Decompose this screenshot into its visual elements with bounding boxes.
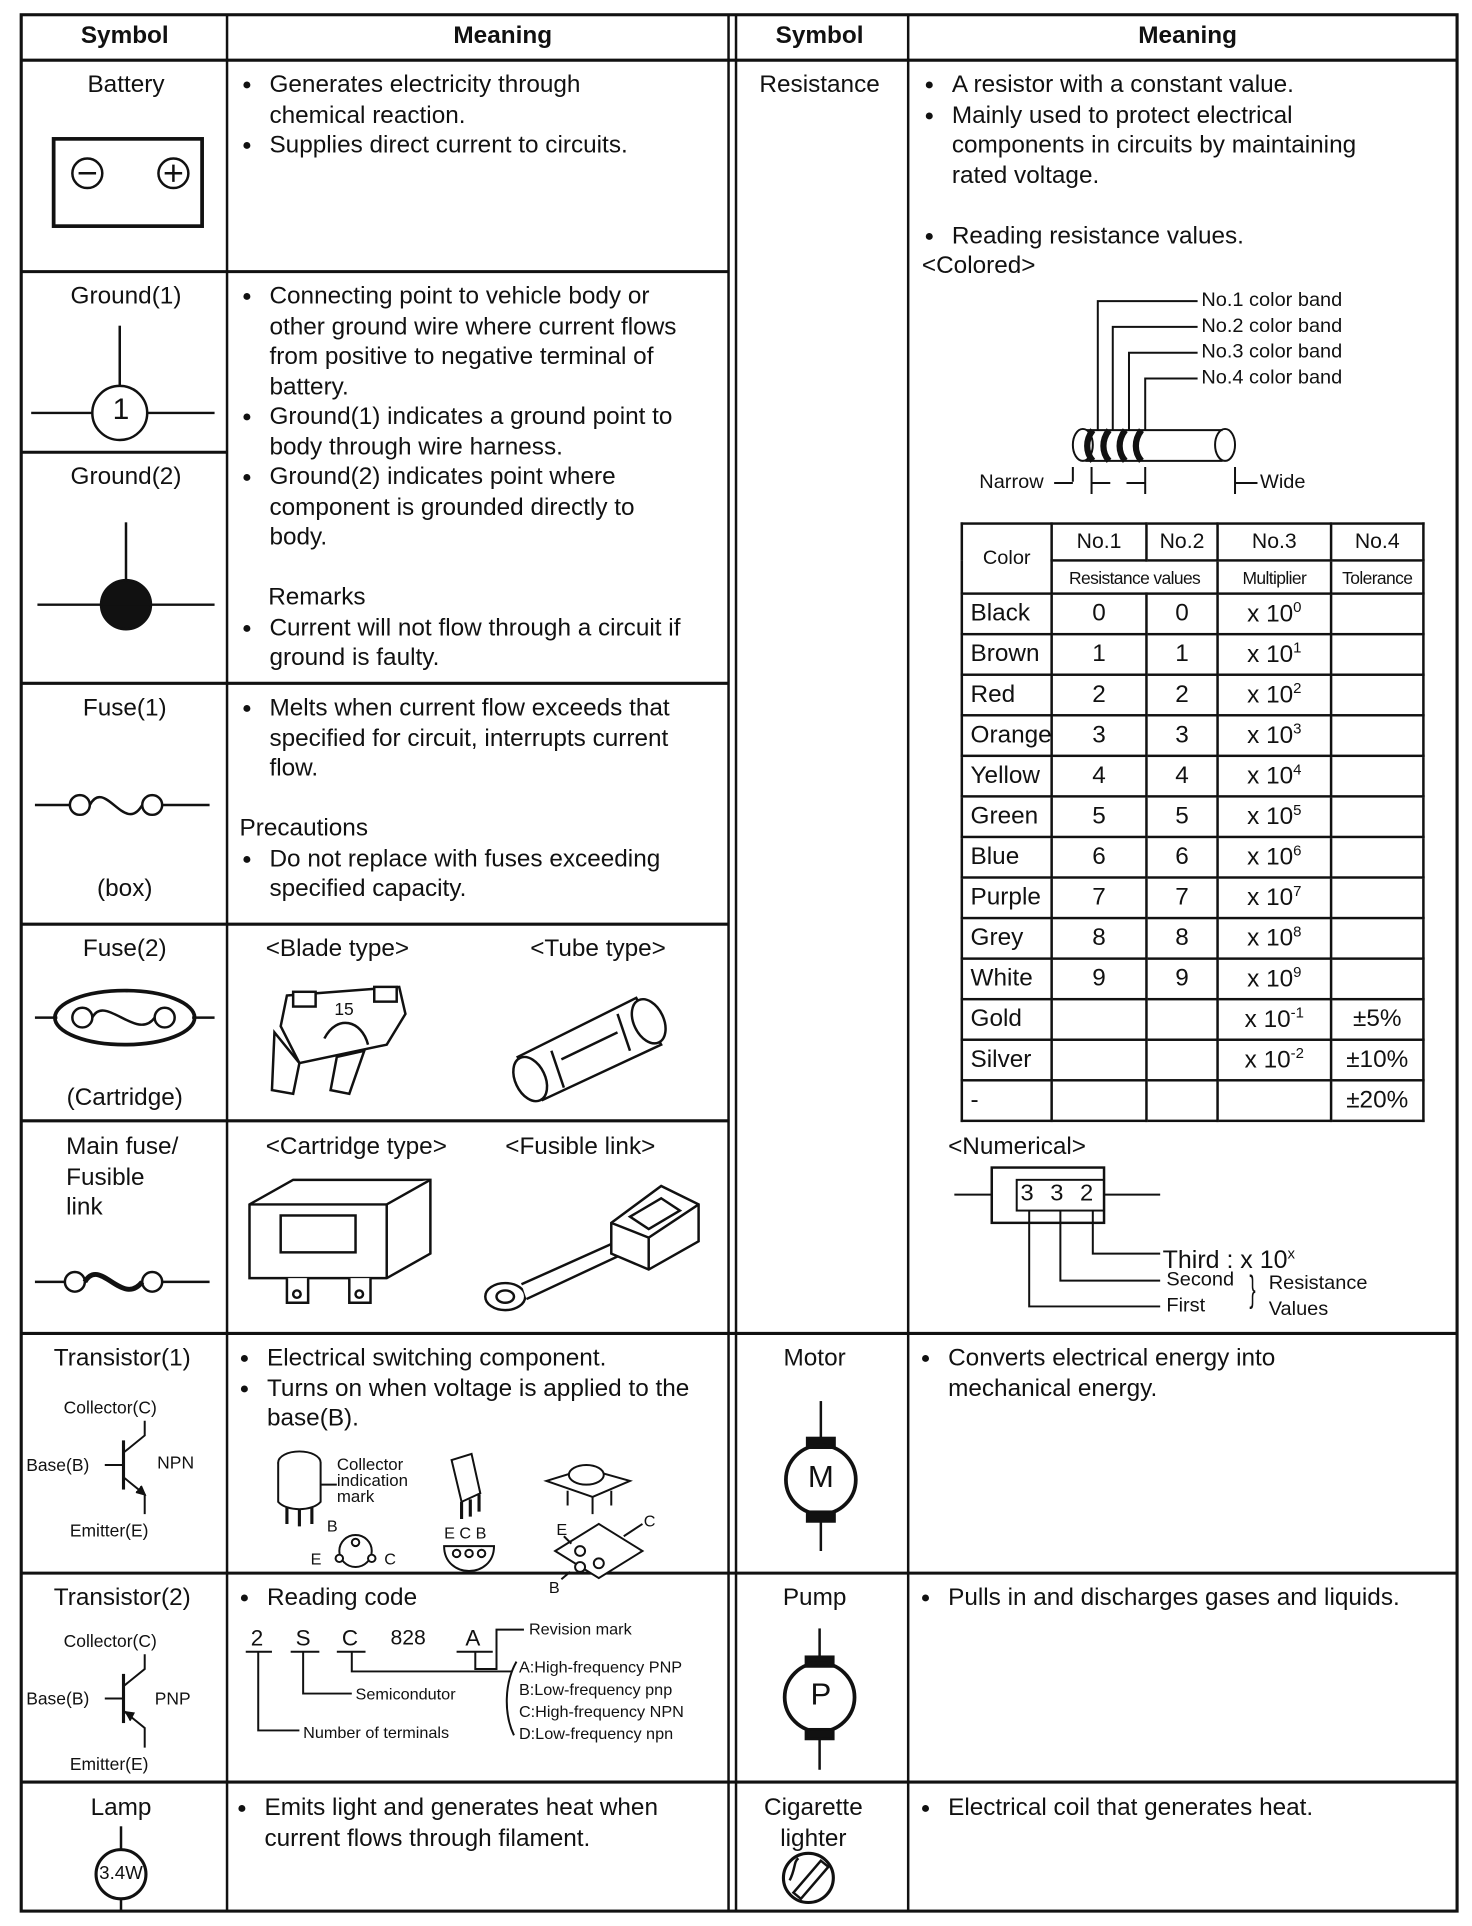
cartridge-type-label: <Cartridge type>: [265, 1133, 447, 1161]
lamp-label: Lamp: [90, 1794, 152, 1822]
transistor1-base-label: Base(B): [26, 1455, 90, 1475]
bullet-item: ● Do not replace with fuses exceeding specified capacity.: [242, 844, 661, 903]
bullet-item: ● Electrical switching component.: [239, 1344, 607, 1372]
bullet-icon: ●: [237, 1798, 247, 1817]
col-no3-header: No.3: [1218, 524, 1332, 561]
revision-mark-label: Revision mark: [528, 1619, 632, 1639]
no1-value-cell: 6: [1052, 837, 1147, 878]
color-name-cell: Gold: [962, 999, 1052, 1040]
color-name-cell: Silver: [962, 1040, 1052, 1081]
transistor1-type: NPN: [157, 1452, 195, 1473]
brace-icon: }: [1249, 1269, 1256, 1311]
multiplier-base: x 10: [1247, 681, 1294, 709]
cigarette-lighter-label: Cigarette lighter: [764, 1794, 863, 1852]
band-label-4: No.4 color band: [1201, 367, 1343, 389]
terminals-label: Number of terminals: [303, 1723, 450, 1742]
header-symbol-right: Symbol: [775, 22, 864, 50]
multiplier-base: x 10: [1247, 803, 1294, 831]
multiplier-base: x 10: [1247, 641, 1294, 669]
no2-value-cell: 6: [1146, 837, 1217, 878]
bullet-icon: ●: [242, 617, 252, 637]
bullet-item: ● Reading code: [239, 1584, 418, 1612]
bullet-icon: ●: [239, 1378, 250, 1397]
no2-value-cell: 5: [1146, 796, 1217, 837]
tolerance-cell: ±5%: [1331, 999, 1423, 1040]
third-label: Third : x 10$^x$: [1162, 1244, 1295, 1275]
wide-label: Wide: [1259, 471, 1306, 493]
color-name-cell: Grey: [962, 918, 1052, 959]
bullet-item: ● Mainly used to protect electrical components in circuits by maintaining rated voltage.: [924, 101, 1357, 189]
multiplier-base: x 10: [1247, 925, 1294, 953]
band-label-1: No.1 color band: [1201, 290, 1343, 311]
no2-value-cell: 3: [1146, 715, 1217, 756]
motor-letter: M: [807, 1460, 834, 1495]
bullet-item: ● Ground(1) indicates a ground point to body through wire harness.: [242, 403, 673, 461]
main-fuse-label: Main fuse/ Fusible link: [66, 1133, 179, 1221]
multiplier-exponent: 5: [1293, 801, 1302, 819]
col-no2-header: No.2: [1146, 524, 1217, 561]
no2-value-cell: 4: [1146, 756, 1217, 797]
fuse1-sublabel: (box): [97, 875, 153, 903]
ground2-label: Ground(2): [70, 463, 182, 491]
bullet-item: ● Pulls in and discharges gases and liquids.: [920, 1584, 1400, 1612]
no1-value-cell: 0: [1052, 594, 1147, 635]
tolerance-cell: ±10%: [1331, 1040, 1423, 1081]
multiplier-exponent: 4: [1293, 761, 1302, 779]
code-char: S: [295, 1625, 311, 1651]
bullet-icon: ●: [920, 1587, 931, 1607]
multiplier-exponent: 7: [1293, 882, 1302, 900]
color-name-cell: Green: [962, 796, 1052, 837]
pin-c-label: C: [384, 1549, 396, 1569]
transistor1-label: Transistor(1): [53, 1344, 191, 1372]
ground1-number: 1: [112, 393, 130, 427]
bullet-icon: ●: [924, 225, 935, 244]
multiplier-exponent: -2: [1290, 1044, 1304, 1063]
multiplier-exponent: 2: [1293, 679, 1302, 698]
bullet-icon: ●: [924, 105, 935, 124]
bullet-icon: ●: [924, 74, 935, 94]
fusible-link-label: <Fusible link>: [505, 1133, 656, 1161]
bullet-item: ● Reading resistance values.: [924, 221, 1244, 249]
transistor2-collector-label: Collector(C): [63, 1630, 157, 1651]
code-char: C: [341, 1625, 359, 1651]
motor-label: Motor: [783, 1344, 846, 1372]
code-char: 828: [390, 1625, 426, 1650]
band-label-3: No.3 color band: [1201, 341, 1343, 363]
color-name-cell: Black: [962, 594, 1052, 635]
band-label-2: No.2 color band: [1201, 315, 1343, 337]
no1-value-cell: 9: [1052, 959, 1147, 1000]
bullet-icon: ●: [242, 286, 252, 305]
multiplier-exponent: 0: [1293, 598, 1302, 617]
resistance-values-label: Resistance Values: [1268, 1273, 1368, 1320]
no1-value-cell: 8: [1052, 918, 1147, 959]
multiplier-base: x 10: [1247, 844, 1294, 872]
bullet-item: ● Converts electrical energy into mechanical energy.: [920, 1344, 1276, 1402]
multiplier-base: x 10: [1244, 1046, 1291, 1074]
pin-e-label: E: [310, 1549, 322, 1569]
bullet-icon: ●: [242, 848, 252, 868]
sub-resistance-header: Resistance values: [1052, 560, 1218, 593]
color-name-cell: Red: [962, 675, 1052, 716]
fuse1-label: Fuse(1): [82, 694, 167, 722]
transistor2-emitter-label: Emitter(E): [69, 1753, 149, 1774]
multiplier-base: x 10: [1247, 965, 1294, 993]
bullet-icon: ●: [920, 1348, 931, 1367]
ground1-label: Ground(1): [70, 282, 182, 310]
multiplier-exponent: 6: [1293, 842, 1302, 860]
fuse2-sublabel: (Cartridge): [66, 1083, 183, 1112]
cigarette-meaning: [918, 1793, 1442, 1823]
fuse2-label: Fuse(2): [82, 935, 167, 963]
col-no1-header: No.1: [1052, 524, 1147, 561]
bullet-item: ● Melts when current flow exceeds that specified for circuit, interrupts current flow.: [242, 694, 670, 782]
code-char: A: [465, 1625, 481, 1651]
bullet-item: ● Electrical coil that generates heat.: [920, 1794, 1314, 1822]
lamp-rating: 3.4W: [99, 1863, 143, 1885]
no2-value-cell: 2: [1146, 675, 1217, 716]
pkg-pin-c-label: C: [643, 1511, 656, 1531]
tube-type-label: <Tube type>: [530, 935, 666, 963]
bullet-icon: ●: [242, 698, 252, 717]
color-name-cell: Purple: [962, 878, 1052, 919]
color-name-cell: Brown: [962, 634, 1052, 675]
blade-type-label: <Blade type>: [265, 935, 410, 963]
first-label: First: [1166, 1295, 1206, 1317]
bullet-icon: ●: [239, 1587, 250, 1607]
bullet-icon: ●: [920, 1798, 931, 1817]
resistance-label: Resistance: [759, 71, 880, 99]
collector-indication-mark-label: Collector indication mark: [336, 1455, 408, 1506]
multiplier-exponent: 1: [1293, 639, 1302, 657]
bullet-item: ● Emits light and generates heat when current flows through filament.: [237, 1794, 658, 1852]
multiplier-base: x 10: [1247, 600, 1294, 628]
colored-title: <Colored>: [921, 251, 1036, 279]
no1-value-cell: 3: [1052, 715, 1147, 756]
tolerance-cell: ±20%: [1331, 1080, 1423, 1121]
header-meaning-left: Meaning: [453, 22, 553, 50]
bullet-item: ● A resistor with a constant value.: [924, 71, 1294, 99]
bullet-item: ● Supplies direct current to circuits.: [242, 131, 628, 159]
multiplier-base: x 10: [1244, 1006, 1291, 1034]
numerical-title: <Numerical>: [948, 1133, 1087, 1161]
multiplier-base: x 10: [1247, 722, 1294, 750]
multiplier-exponent: 8: [1293, 923, 1302, 941]
narrow-label: Narrow: [979, 471, 1044, 493]
remarks-title: Remarks: [268, 583, 366, 611]
no2-value-cell: 9: [1146, 959, 1217, 1000]
pkg-pin-e-label: E: [556, 1520, 568, 1539]
pin-b-label: B: [326, 1516, 338, 1536]
color-name-cell: Orange: [962, 715, 1052, 756]
no1-value-cell: 1: [1052, 634, 1147, 675]
header-meaning-right: Meaning: [1138, 22, 1237, 50]
no2-value-cell: 0: [1146, 594, 1217, 635]
pin-ecb-label: E C B: [444, 1523, 487, 1543]
bullet-icon: ●: [242, 135, 252, 154]
sub-multiplier-header: Multiplier: [1218, 560, 1332, 593]
no2-value-cell: 1: [1146, 634, 1217, 675]
no1-value-cell: 2: [1052, 675, 1147, 716]
multiplier-exponent: -1: [1290, 1004, 1304, 1022]
pkg-pin-b-label: B: [548, 1578, 560, 1597]
bullet-icon: ●: [239, 1348, 250, 1367]
transistor2-base-label: Base(B): [26, 1688, 90, 1709]
color-name-cell: -: [962, 1080, 1052, 1121]
bullet-item: ● Turns on when voltage is applied to the base(B).: [239, 1374, 690, 1432]
multiplier-exponent: 9: [1293, 963, 1302, 982]
bullet-item: ● Current will not flow through a circuit if ground is faulty.: [242, 613, 681, 672]
transistor1-collector-label: Collector(C): [63, 1397, 157, 1418]
no2-value-cell: 8: [1146, 918, 1217, 959]
bullet-icon: ●: [242, 467, 252, 486]
blade-fuse-rating: 15: [334, 999, 354, 1019]
sub-tolerance-header: Tolerance: [1331, 560, 1423, 593]
bullet-icon: ●: [242, 74, 252, 94]
no1-value-cell: 4: [1052, 756, 1147, 797]
no2-value-cell: 7: [1146, 878, 1217, 919]
pump-label: Pump: [782, 1584, 847, 1612]
transistor2-label: Transistor(2): [53, 1584, 191, 1612]
bullet-item: ● Generates electricity through chemical reaction.: [242, 71, 581, 129]
transistor2-type: PNP: [154, 1688, 191, 1709]
color-name-cell: Blue: [962, 837, 1052, 878]
code-char: 2: [250, 1625, 264, 1651]
color-name-cell: Yellow: [962, 756, 1052, 797]
header-symbol-left: Symbol: [80, 22, 169, 50]
pump-letter: P: [810, 1677, 832, 1712]
second-label: Second: [1166, 1269, 1235, 1291]
col-no4-header: No.4: [1331, 524, 1423, 561]
no1-value-cell: 7: [1052, 878, 1147, 919]
semiconductor-label: Semicondutor: [355, 1684, 456, 1704]
precautions-title: Precautions: [239, 814, 368, 842]
bullet-item: ● Ground(2) indicates point where component is grounded directly to body.: [242, 463, 635, 551]
battery-label: Battery: [87, 71, 165, 99]
multiplier-base: x 10: [1247, 884, 1294, 912]
bullet-item: ● Connecting point to vehicle body or other ground wire where current flows from positive to negative terminal of battery.: [242, 282, 677, 401]
transistor-types-list: A:High-frequency PNP B:Low-frequency pnp C:High-frequency NPN D:Low-frequency npn: [518, 1657, 684, 1743]
col-color-header: Color: [962, 524, 1052, 594]
multiplier-exponent: 3: [1293, 720, 1302, 738]
multiplier-base: x 10: [1247, 762, 1294, 790]
transistor1-emitter-label: Emitter(E): [69, 1520, 149, 1540]
no1-value-cell: 5: [1052, 796, 1147, 837]
bullet-icon: ●: [242, 406, 252, 426]
numerical-digits: 3 3 2: [1020, 1181, 1099, 1207]
color-name-cell: White: [962, 959, 1052, 1000]
